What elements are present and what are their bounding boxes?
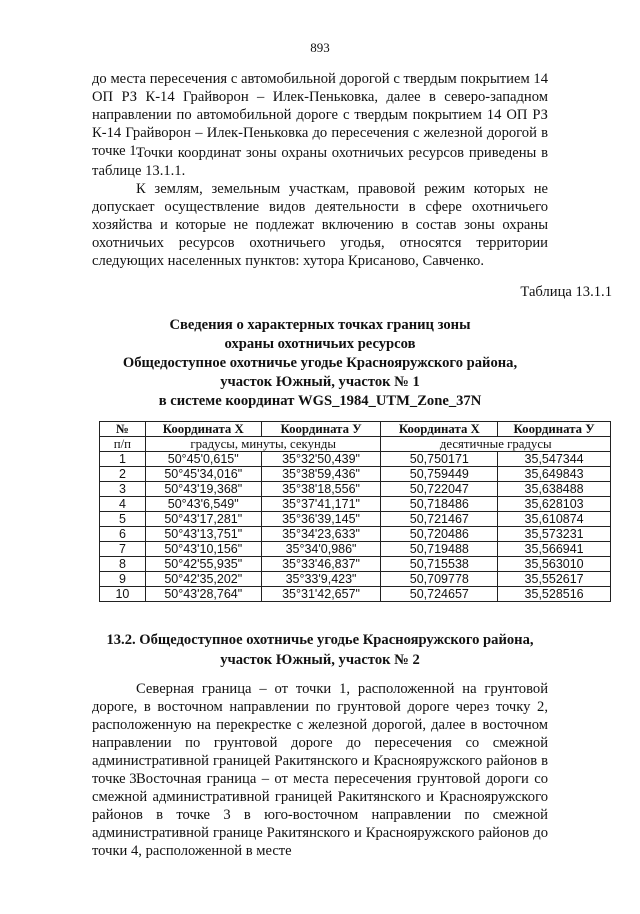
header-coord-y-dms: Координата У	[261, 422, 381, 437]
paragraph-east-border: Восточная граница – от места пересечения грунтовой дороги со смежной административной границей Ракитянского и Краснояружского районов в точке 3 в юго-восточном направлении по смежной административной границе Ракитянского и Краснояружского районов до точки 4, расположенной в месте	[92, 771, 548, 859]
table-row	[100, 482, 611, 497]
cell-y-dms: 35°38'18,556"	[261, 482, 381, 497]
section-title-line: 13.2. Общедоступное охотничье угодье Краснояружского района,	[106, 632, 534, 648]
table-row	[100, 557, 611, 572]
cell-x-dms: 50°43'13,751"	[145, 527, 261, 542]
cell-x-dms: 50°43'6,549"	[145, 497, 261, 512]
page-number: 893	[310, 40, 330, 55]
cell-y-dec: 35,628103	[498, 497, 611, 512]
cell-num: 4	[100, 497, 146, 512]
cell-num: 7	[100, 542, 146, 557]
table-row	[100, 467, 611, 482]
cell-y-dms: 35°34'23,633"	[261, 527, 381, 542]
header-coord-y-dec: Координата У	[498, 422, 611, 437]
cell-y-dec: 35,649843	[498, 467, 611, 482]
cell-num: 6	[100, 527, 146, 542]
header-num-sub: п/п	[100, 437, 146, 452]
table-row	[100, 512, 611, 527]
cell-num: 5	[100, 512, 146, 527]
cell-x-dec: 50,709778	[381, 572, 498, 587]
paragraph-north-border: Северная граница – от точки 1, расположенной на грунтовой дороге, в восточном направлении по грунтовой дороге через точку 2, расположенную на перекрестке с железной дорогой, далее в восточном направлении по грунтовой дороге до пересечения со смежной административной границей Ракитянского и Краснояружского районов в точке 3.	[92, 681, 548, 787]
table-title-line: в системе координат WGS_1984_UTM_Zone_37N	[158, 393, 482, 409]
table-title-line: Сведения о характерных точках границ зоны	[169, 317, 471, 333]
cell-x-dec: 50,718486	[381, 497, 498, 512]
cell-x-dms: 50°42'55,935"	[145, 557, 261, 572]
cell-x-dms: 50°43'10,156"	[145, 542, 261, 557]
header-coord-x-dec: Координата X	[381, 422, 498, 437]
table-row	[100, 587, 611, 602]
cell-x-dec: 50,750171	[381, 452, 498, 467]
header-dms-unit: градусы, минуты, секунды	[145, 437, 381, 452]
cell-x-dec: 50,759449	[381, 467, 498, 482]
header-dec-unit: десятичные градусы	[381, 437, 611, 452]
cell-y-dec: 35,566941	[498, 542, 611, 557]
cell-x-dec: 50,722047	[381, 482, 498, 497]
table-row	[100, 572, 611, 587]
table-title	[70, 316, 570, 411]
cell-x-dec: 50,719488	[381, 542, 498, 557]
cell-y-dms: 35°37'41,171"	[261, 497, 381, 512]
cell-y-dec: 35,563010	[498, 557, 611, 572]
cell-x-dms: 50°43'19,368"	[145, 482, 261, 497]
cell-x-dec: 50,724657	[381, 587, 498, 602]
paragraph-excluded-lands: К землям, земельным участкам, правовой режим которых не допускает осуществление видов деятельности в сфере охотничьего хозяйства и которые не подлежат включению в состав зоны охраны охотничьих ресурсов охотничьего угодья, относятся территории следующих населенных пунктов: хутора Крисаново, Савченко.	[92, 181, 548, 269]
table-row	[100, 452, 611, 467]
cell-x-dms: 50°45'0,615"	[145, 452, 261, 467]
cell-y-dec: 35,610874	[498, 512, 611, 527]
cell-y-dms: 35°33'9,423"	[261, 572, 381, 587]
cell-x-dms: 50°45'34,016"	[145, 467, 261, 482]
header-coord-x-dms: Координата X	[145, 422, 261, 437]
coordinates-table	[99, 421, 611, 602]
paragraph-table-reference: Точки координат зоны охраны охотничьих ресурсов приведены в таблице 13.1.1.	[92, 145, 548, 179]
cell-x-dec: 50,720486	[381, 527, 498, 542]
cell-num: 3	[100, 482, 146, 497]
cell-y-dms: 35°38'59,436"	[261, 467, 381, 482]
cell-y-dms: 35°34'0,986"	[261, 542, 381, 557]
cell-y-dec: 35,573231	[498, 527, 611, 542]
table-title-line: участок Южный, участок № 1	[220, 374, 420, 390]
cell-y-dec: 35,528516	[498, 587, 611, 602]
section-title	[70, 630, 570, 670]
cell-y-dms: 35°32'50,439"	[261, 452, 381, 467]
cell-y-dec: 35,552617	[498, 572, 611, 587]
cell-y-dec: 35,638488	[498, 482, 611, 497]
cell-y-dms: 35°33'46,837"	[261, 557, 381, 572]
cell-x-dms: 50°43'28,764"	[145, 587, 261, 602]
table-body	[100, 452, 611, 602]
table-title-line: Общедоступное охотничье угодье Краснояружского района,	[122, 355, 518, 371]
header-num: №	[100, 422, 146, 437]
cell-x-dec: 50,721467	[381, 512, 498, 527]
table-row	[100, 542, 611, 557]
cell-num: 1	[100, 452, 146, 467]
cell-y-dms: 35°31'42,657"	[261, 587, 381, 602]
table-row	[100, 527, 611, 542]
cell-num: 9	[100, 572, 146, 587]
cell-y-dms: 35°36'39,145"	[261, 512, 381, 527]
cell-x-dms: 50°43'17,281"	[145, 512, 261, 527]
cell-x-dec: 50,715538	[381, 557, 498, 572]
cell-x-dms: 50°42'35,202"	[145, 572, 261, 587]
cell-num: 8	[100, 557, 146, 572]
paragraph-continuation: до места пересечения с автомобильной дорогой с твердым покрытием 14 ОП РЗ К-14 Грайворон – Илек-Пеньковка, далее в северо-западном направлении по автомобильной дороге с твердым покрытием 14 ОП РЗ К-14 Грайворон – Илек-Пеньковка до пересечения с железной дорогой в точке 1.	[92, 71, 548, 159]
table-label: Таблица 13.1.1	[520, 284, 612, 300]
cell-y-dec: 35,547344	[498, 452, 611, 467]
table-title-line: охраны охотничьих ресурсов	[224, 336, 416, 352]
table-row	[100, 497, 611, 512]
section-title-line: участок Южный, участок № 2	[220, 652, 420, 668]
cell-num: 10	[100, 587, 146, 602]
cell-num: 2	[100, 467, 146, 482]
